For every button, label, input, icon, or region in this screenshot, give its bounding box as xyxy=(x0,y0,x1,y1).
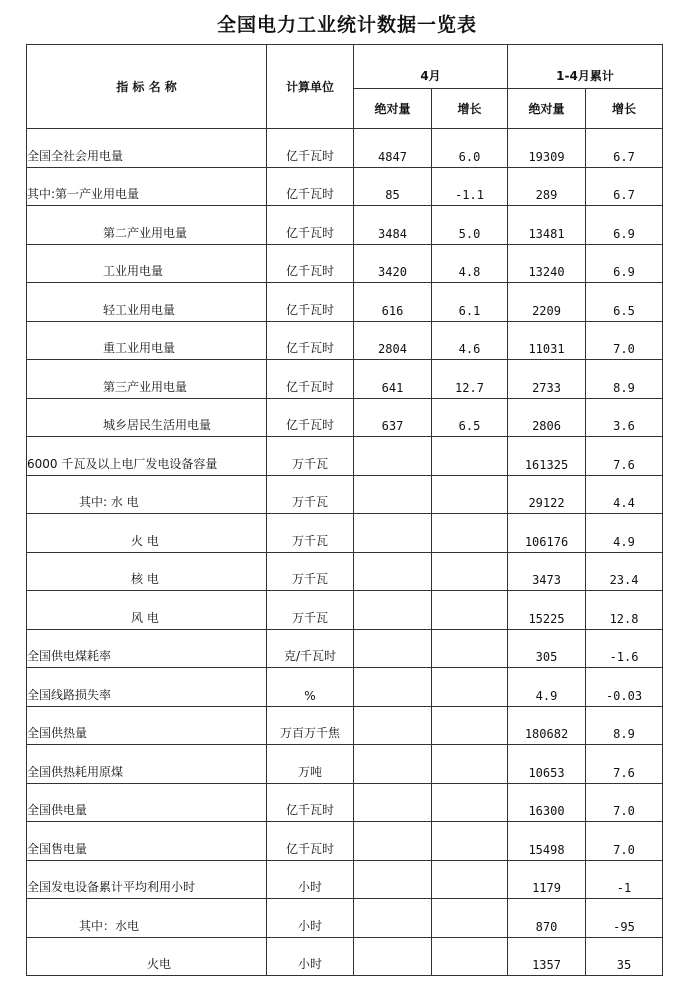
cumulative-absolute-cell: 180682 xyxy=(508,706,586,745)
month-growth-cell xyxy=(432,706,508,745)
cumulative-growth-cell: -1 xyxy=(586,860,663,899)
table-row xyxy=(27,745,663,784)
table-row xyxy=(27,206,663,245)
table-row xyxy=(27,321,663,360)
month-absolute-cell xyxy=(354,822,432,861)
month-absolute-cell xyxy=(354,591,432,630)
table-row xyxy=(27,629,663,668)
cumulative-absolute-cell: 106176 xyxy=(508,514,586,553)
cumulative-growth-cell: 6.7 xyxy=(586,129,663,168)
cumulative-absolute-cell: 2209 xyxy=(508,283,586,322)
cumulative-absolute-cell: 870 xyxy=(508,899,586,938)
unit-cell: 亿千瓦时 xyxy=(267,129,354,168)
indicator-name: 火 电 xyxy=(27,514,267,553)
cumulative-absolute-cell: 305 xyxy=(508,629,586,668)
month-absolute-cell: 616 xyxy=(354,283,432,322)
cumulative-absolute-cell: 13481 xyxy=(508,206,586,245)
month-growth-cell xyxy=(432,591,508,630)
unit-cell: 亿千瓦时 xyxy=(267,283,354,322)
unit-cell: 万千瓦 xyxy=(267,475,354,514)
cumulative-absolute-cell: 2733 xyxy=(508,360,586,399)
indicator-name: 第二产业用电量 xyxy=(27,206,267,245)
unit-cell: 小时 xyxy=(267,937,354,976)
unit-cell: 亿千瓦时 xyxy=(267,360,354,399)
indicator-name: 重工业用电量 xyxy=(27,321,267,360)
unit-cell: 万吨 xyxy=(267,745,354,784)
cumulative-absolute-cell: 4.9 xyxy=(508,668,586,707)
month-growth-cell: 6.0 xyxy=(432,129,508,168)
unit-cell: 亿千瓦时 xyxy=(267,244,354,283)
cumulative-absolute-cell: 16300 xyxy=(508,783,586,822)
unit-cell: 小时 xyxy=(267,860,354,899)
indicator-name: 工业用电量 xyxy=(27,244,267,283)
unit-cell: 亿千瓦时 xyxy=(267,321,354,360)
table-row xyxy=(27,360,663,399)
month-growth-cell xyxy=(432,514,508,553)
indicator-name: 风 电 xyxy=(27,591,267,630)
indicator-name: 火电 xyxy=(27,937,267,976)
header-cumulative-absolute: 绝对量 xyxy=(508,89,586,129)
indicator-name: 全国线路损失率 xyxy=(27,668,267,707)
indicator-name: 城乡居民生活用电量 xyxy=(27,398,267,437)
header-month-growth: 增长 xyxy=(432,89,508,129)
table-row xyxy=(27,937,663,976)
month-absolute-cell xyxy=(354,668,432,707)
table-row xyxy=(27,706,663,745)
unit-cell: 万千瓦 xyxy=(267,591,354,630)
cumulative-absolute-cell: 13240 xyxy=(508,244,586,283)
table-row xyxy=(27,514,663,553)
table-row xyxy=(27,899,663,938)
month-growth-cell: 6.5 xyxy=(432,398,508,437)
table-row xyxy=(27,668,663,707)
table-row xyxy=(27,437,663,476)
cumulative-growth-cell: -0.03 xyxy=(586,668,663,707)
cumulative-absolute-cell: 15225 xyxy=(508,591,586,630)
table-row xyxy=(27,283,663,322)
unit-cell: 万百万千焦 xyxy=(267,706,354,745)
table-row xyxy=(27,591,663,630)
month-absolute-cell: 3484 xyxy=(354,206,432,245)
cumulative-growth-cell: 12.8 xyxy=(586,591,663,630)
cumulative-growth-cell: 4.9 xyxy=(586,514,663,553)
indicator-name: 全国全社会用电量 xyxy=(27,129,267,168)
unit-cell: 亿千瓦时 xyxy=(267,206,354,245)
cumulative-growth-cell: 6.9 xyxy=(586,206,663,245)
month-absolute-cell xyxy=(354,514,432,553)
header-period-month: 4月 xyxy=(354,45,508,89)
indicator-name: 6000 千瓦及以上电厂发电设备容量 xyxy=(27,437,267,476)
page-title: 全国电力工业统计数据一览表 xyxy=(216,14,477,36)
month-growth-cell: 4.8 xyxy=(432,244,508,283)
month-growth-cell: 4.6 xyxy=(432,321,508,360)
table-row xyxy=(27,398,663,437)
month-absolute-cell: 4847 xyxy=(354,129,432,168)
cumulative-growth-cell: 3.6 xyxy=(586,398,663,437)
month-absolute-cell: 641 xyxy=(354,360,432,399)
unit-cell: 亿千瓦时 xyxy=(267,167,354,206)
header-cumulative-growth: 增长 xyxy=(586,89,663,129)
cumulative-absolute-cell: 10653 xyxy=(508,745,586,784)
header-unit: 计算单位 xyxy=(267,45,354,129)
table-row xyxy=(27,475,663,514)
indicator-name: 核 电 xyxy=(27,552,267,591)
indicator-name: 其中: 水 电 xyxy=(27,475,267,514)
month-absolute-cell xyxy=(354,937,432,976)
header-month-absolute: 绝对量 xyxy=(354,89,432,129)
table-row xyxy=(27,244,663,283)
statistics-table xyxy=(26,44,663,976)
cumulative-growth-cell: 4.4 xyxy=(586,475,663,514)
month-growth-cell xyxy=(432,745,508,784)
cumulative-absolute-cell: 1179 xyxy=(508,860,586,899)
cumulative-absolute-cell: 29122 xyxy=(508,475,586,514)
indicator-name: 全国售电量 xyxy=(27,822,267,861)
cumulative-growth-cell: 7.0 xyxy=(586,822,663,861)
cumulative-growth-cell: -1.6 xyxy=(586,629,663,668)
indicator-name: 第三产业用电量 xyxy=(27,360,267,399)
table-row xyxy=(27,860,663,899)
month-growth-cell xyxy=(432,629,508,668)
indicator-name: 全国供热量 xyxy=(27,706,267,745)
header-period-cumulative: 1-4月累计 xyxy=(508,45,663,89)
indicator-name: 全国供电量 xyxy=(27,783,267,822)
unit-cell: 小时 xyxy=(267,899,354,938)
month-growth-cell xyxy=(432,783,508,822)
cumulative-growth-cell: 6.5 xyxy=(586,283,663,322)
month-absolute-cell xyxy=(354,899,432,938)
cumulative-growth-cell: 35 xyxy=(586,937,663,976)
cumulative-absolute-cell: 2806 xyxy=(508,398,586,437)
table-row xyxy=(27,129,663,168)
cumulative-absolute-cell: 15498 xyxy=(508,822,586,861)
month-growth-cell xyxy=(432,668,508,707)
cumulative-absolute-cell: 289 xyxy=(508,167,586,206)
indicator-name: 轻工业用电量 xyxy=(27,283,267,322)
indicator-name: 其中:第一产业用电量 xyxy=(27,167,267,206)
cumulative-absolute-cell: 11031 xyxy=(508,321,586,360)
unit-cell: 亿千瓦时 xyxy=(267,783,354,822)
month-growth-cell xyxy=(432,899,508,938)
unit-cell: 万千瓦 xyxy=(267,514,354,553)
cumulative-growth-cell: 23.4 xyxy=(586,552,663,591)
indicator-name: 其中：水电 xyxy=(27,899,267,938)
month-growth-cell: 12.7 xyxy=(432,360,508,399)
cumulative-growth-cell: 7.6 xyxy=(586,437,663,476)
month-growth-cell: -1.1 xyxy=(432,167,508,206)
cumulative-growth-cell: 7.0 xyxy=(586,783,663,822)
cumulative-growth-cell: 6.9 xyxy=(586,244,663,283)
month-absolute-cell xyxy=(354,745,432,784)
month-absolute-cell xyxy=(354,860,432,899)
cumulative-growth-cell: 8.9 xyxy=(586,360,663,399)
indicator-name: 全国供热耗用原煤 xyxy=(27,745,267,784)
unit-cell: 克/千瓦时 xyxy=(267,629,354,668)
month-growth-cell xyxy=(432,437,508,476)
table-row xyxy=(27,783,663,822)
month-growth-cell: 6.1 xyxy=(432,283,508,322)
unit-cell: 亿千瓦时 xyxy=(267,398,354,437)
cumulative-absolute-cell: 19309 xyxy=(508,129,586,168)
header-indicator-name: 指 标 名 称 xyxy=(27,45,267,129)
indicator-name: 全国供电煤耗率 xyxy=(27,629,267,668)
month-absolute-cell xyxy=(354,783,432,822)
month-growth-cell xyxy=(432,937,508,976)
month-growth-cell xyxy=(432,552,508,591)
cumulative-growth-cell: 7.0 xyxy=(586,321,663,360)
month-growth-cell xyxy=(432,822,508,861)
cumulative-growth-cell: 8.9 xyxy=(586,706,663,745)
table-row xyxy=(27,552,663,591)
table-row xyxy=(27,167,663,206)
month-absolute-cell: 2804 xyxy=(354,321,432,360)
month-absolute-cell xyxy=(354,552,432,591)
unit-cell: 万千瓦 xyxy=(267,552,354,591)
unit-cell: 万千瓦 xyxy=(267,437,354,476)
month-absolute-cell xyxy=(354,475,432,514)
month-absolute-cell: 85 xyxy=(354,167,432,206)
table-row xyxy=(27,822,663,861)
month-absolute-cell: 3420 xyxy=(354,244,432,283)
month-absolute-cell: 637 xyxy=(354,398,432,437)
cumulative-absolute-cell: 1357 xyxy=(508,937,586,976)
cumulative-absolute-cell: 161325 xyxy=(508,437,586,476)
cumulative-growth-cell: 6.7 xyxy=(586,167,663,206)
cumulative-growth-cell: -95 xyxy=(586,899,663,938)
month-growth-cell xyxy=(432,475,508,514)
cumulative-absolute-cell: 3473 xyxy=(508,552,586,591)
month-growth-cell: 5.0 xyxy=(432,206,508,245)
month-absolute-cell xyxy=(354,706,432,745)
cumulative-growth-cell: 7.6 xyxy=(586,745,663,784)
month-absolute-cell xyxy=(354,437,432,476)
unit-cell: 亿千瓦时 xyxy=(267,822,354,861)
unit-cell: % xyxy=(267,668,354,707)
month-growth-cell xyxy=(432,860,508,899)
month-absolute-cell xyxy=(354,629,432,668)
indicator-name: 全国发电设备累计平均利用小时 xyxy=(27,860,267,899)
